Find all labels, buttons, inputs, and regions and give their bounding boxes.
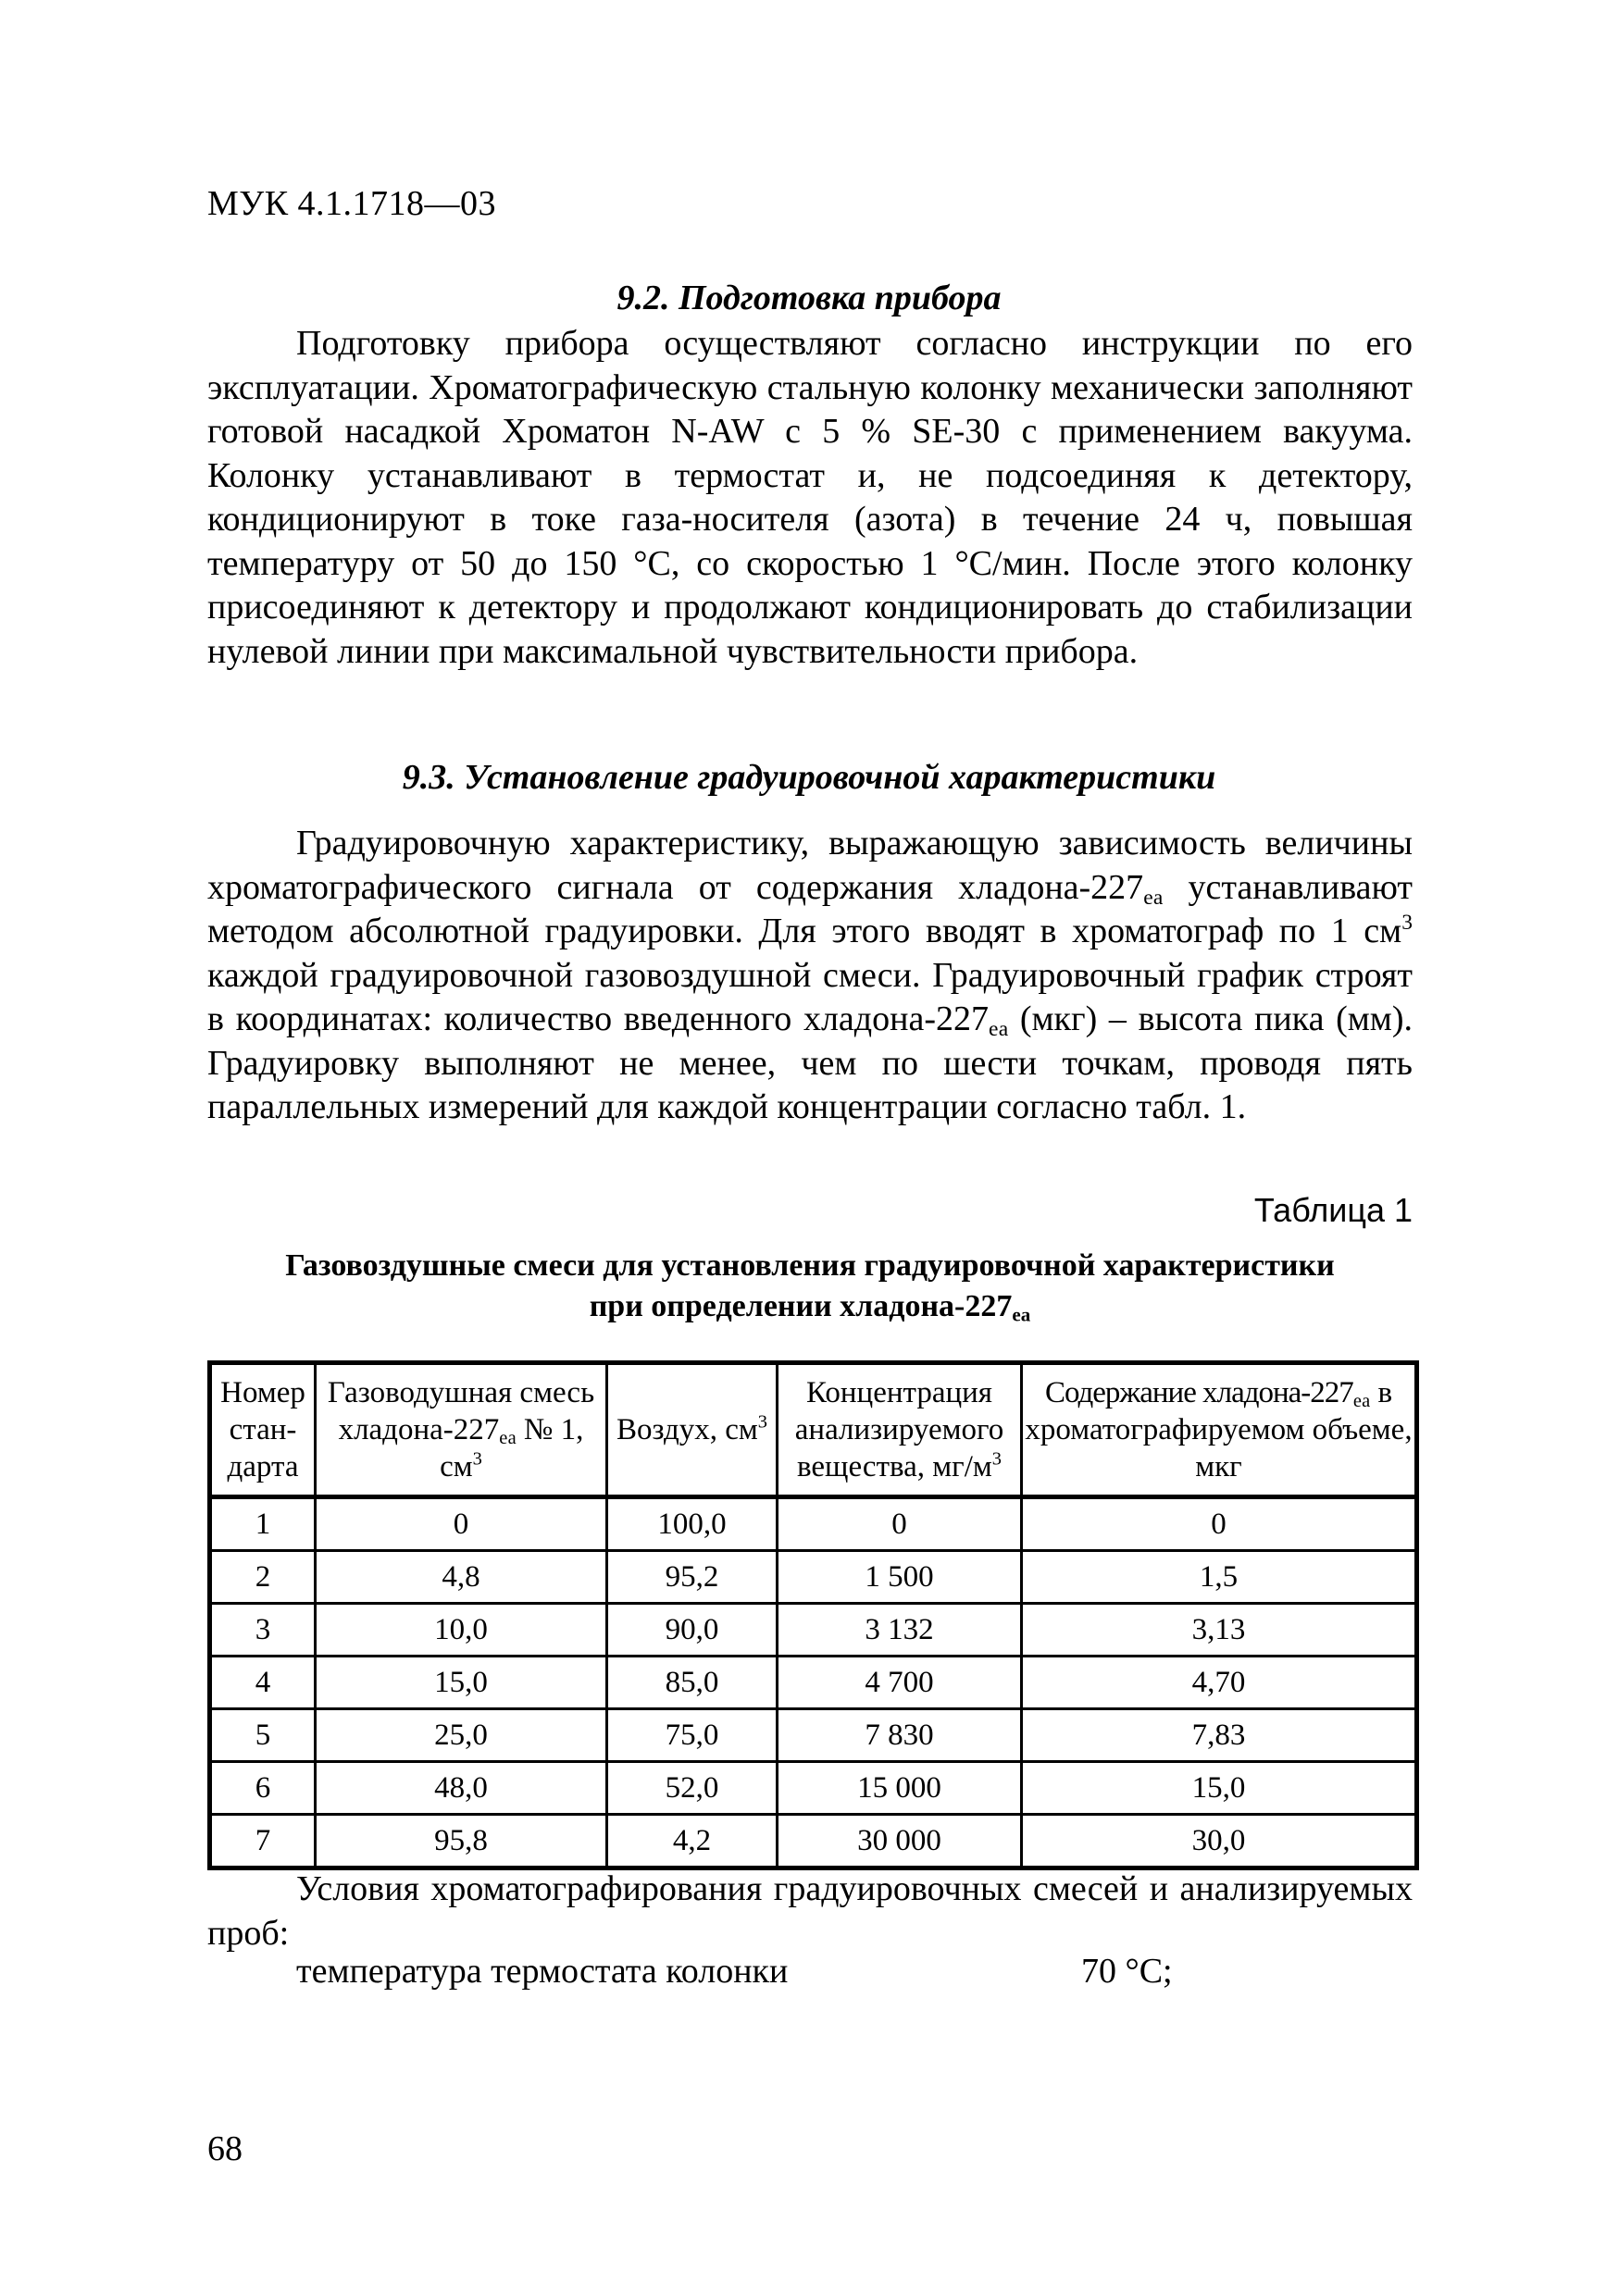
table-cell: 1,5 [1022, 1551, 1417, 1604]
table-row [210, 1604, 1417, 1657]
table-row [210, 1657, 1417, 1709]
table-number: Таблица 1 [1253, 1191, 1413, 1229]
table-cell: 25,0 [316, 1709, 607, 1762]
table-cell: 0 [316, 1497, 607, 1551]
table-cell: 7,83 [1022, 1709, 1417, 1762]
header-air: Воздух, $см^3$ [607, 1363, 778, 1497]
table-cell: 52,0 [607, 1762, 778, 1815]
table-cell: 7 [210, 1815, 316, 1868]
section-9-2-title: 9.2. Подготовка прибора [616, 279, 1002, 317]
table-cell: 7 830 [778, 1709, 1022, 1762]
header-standard-number: Номер стандарта [210, 1363, 316, 1497]
header-concentration: Концентрация анализируемого вещества, $мг/м^3$ [778, 1363, 1022, 1497]
table-cell: 100,0 [607, 1497, 778, 1551]
table-row [210, 1497, 1417, 1551]
table-cell: 4 [210, 1657, 316, 1709]
table-cell: 90,0 [607, 1604, 778, 1657]
table-cell: 10,0 [316, 1604, 607, 1657]
table-cell: 4,70 [1022, 1657, 1417, 1709]
table-cell: 1 [210, 1497, 316, 1551]
page-number: 68 [207, 2129, 243, 2168]
document-header: МУК 4.1.1718—03 [207, 184, 497, 223]
header-gas-mixture: Газоводушная смесь хладона-$227_{еа}$ № 1, $см^3$ [316, 1363, 607, 1497]
table-cell: 75,0 [607, 1709, 778, 1762]
table-cell: 0 [778, 1497, 1022, 1551]
table-cell: 4,2 [607, 1815, 778, 1868]
table-row [210, 1762, 1417, 1815]
table-cell: 0 [1022, 1497, 1417, 1551]
table-cell: 15,0 [1022, 1762, 1417, 1815]
section-9-2-text: Подготовку прибора осуществляют согласно инструкции по его эксплуатации. Хроматографическую стальную колонку механически заполняют готовой насадкой Хроматон N-AW с 5 % SE-30 с применением вакуума. Колонку устанавливают в термостат и, не подсоединяя к детектору, кондиционируют в токе газа-носителя (азота) в течение 24 ч, повышая температуру от 50 до 150 °С, со скоростью 1 °С/мин. После этого колонку присоединяют к детектору и продолжают кондиционировать до стабилизации нулевой линии при максимальной чувствительности прибора. [207, 324, 1413, 671]
table-row [210, 1815, 1417, 1868]
table-cell: 95,2 [607, 1551, 778, 1604]
table-cell: 3 [210, 1604, 316, 1657]
table-cell: 1 500 [778, 1551, 1022, 1604]
condition-label: температура термостата колонки [296, 1952, 789, 1991]
table-cell: 15 000 [778, 1762, 1022, 1815]
table-cell: 95,8 [316, 1815, 607, 1868]
section-9-3-title: 9.3. Установление градуировочной характеристики [402, 758, 1216, 797]
table-cell: 3,13 [1022, 1604, 1417, 1657]
table-cell: 3 132 [778, 1604, 1022, 1657]
table-cell: 48,0 [316, 1762, 607, 1815]
table-header-row [210, 1363, 1417, 1497]
table-cell: 6 [210, 1762, 316, 1815]
table-cell: 30,0 [1022, 1815, 1417, 1868]
calibration-table [207, 1360, 1419, 1870]
table-cell: 15,0 [316, 1657, 607, 1709]
table-cell: 30 000 [778, 1815, 1022, 1868]
table-row [210, 1709, 1417, 1762]
conditions-intro: Условия хроматографирования градуировочных смесей и анализируемых проб: [207, 1869, 1413, 1953]
table-cell: 2 [210, 1551, 316, 1604]
table-cell: 4 700 [778, 1657, 1022, 1709]
table-cell: 4,8 [316, 1551, 607, 1604]
table-cell: 5 [210, 1709, 316, 1762]
table-row [210, 1551, 1417, 1604]
table-title: Газовоздушные смеси для установления градуировочной характеристики при определении хладона-$227_{еа}$ [285, 1248, 1335, 1326]
condition-value: 70 °С; [1081, 1952, 1173, 1991]
section-9-3-text: Градуировочную характеристику, выражающую зависимость величины хроматографического сигнала от содержания хладона-$227_{еа}$ устанавливают методом абсолютной градуировки. Для этого вводят в хроматограф по 1 $см^3$ каждой градуировочной газовоздушной смеси. Градуировочный график строят в координатах: количество введенного хладона-$227_{еа}$ (мкг) – высота пика (мм). Градуировку выполняют не менее, чем по шести точкам, проводя пять параллельных измерений для каждой концентрации согласно табл. 1. [207, 824, 1414, 1126]
table-cell: 85,0 [607, 1657, 778, 1709]
header-content: Содержание хладона-$227_{еа}$ в хроматографируемом объеме, мкг [1022, 1363, 1417, 1497]
condition-item [296, 1951, 1407, 1995]
